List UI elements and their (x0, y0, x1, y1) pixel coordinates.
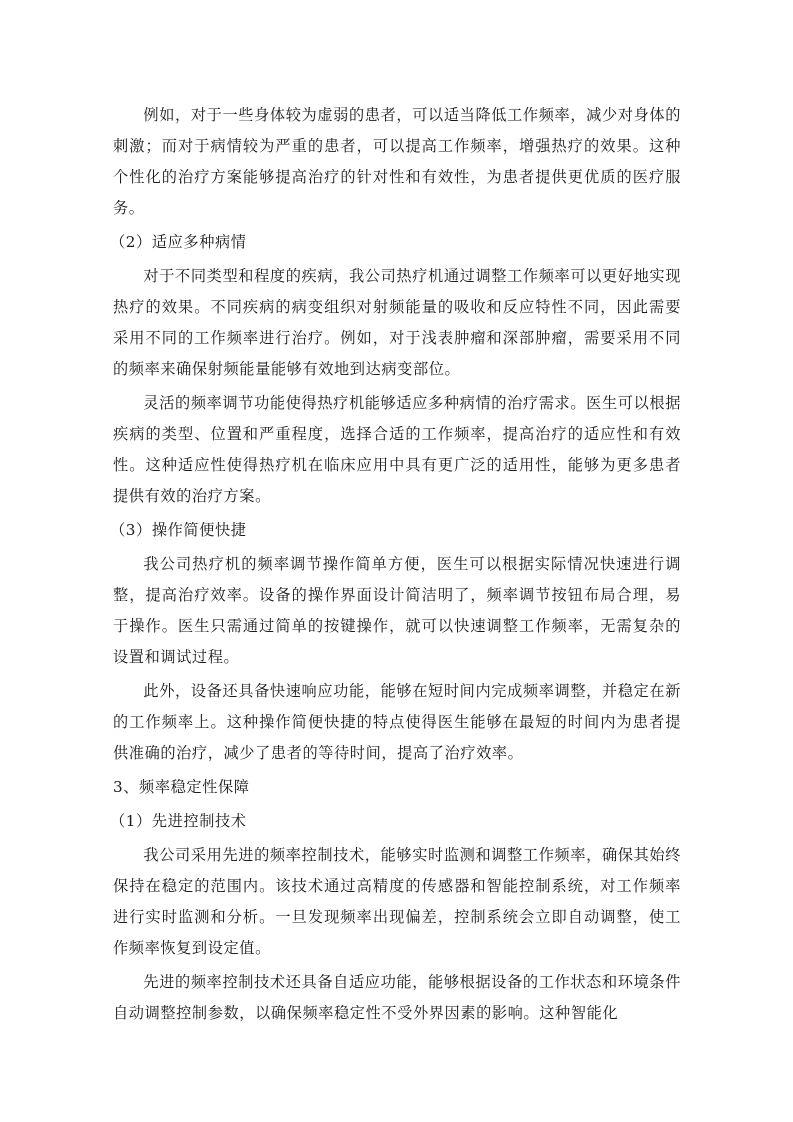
subheading-advanced-control: （1）先进控制技术 (110, 812, 247, 830)
heading-frequency-stability: 3、频率稳定性保障 (113, 778, 250, 796)
paragraph-disease-frequency: 对于不同类型和程度的疾病，我公司热疗机通过调整工作频率可以更好地实现热疗的效果。不同疾病的病变组织对射频能量的吸收和反应特性不同，因此需要采用不同的工作频率进行治疗。例如，对于浅表肿瘤和深部肿瘤，需要采用不同的频率来确保射频能量能够有效地到达病变部位。 (113, 267, 681, 378)
paragraph-personalized-treatment: 例如，对于一些身体较为虚弱的患者，可以适当降低工作频率，减少对身体的刺激；而对于病情较为严重的患者，可以提高工作频率，增强热疗的效果。这种个性化的治疗方案能够提高治疗的针对性和有效性，为患者提供更优质的医疗服务。 (113, 106, 681, 217)
paragraph-fast-response: 此外，设备还具备快速响应功能，能够在短时间内完成频率调整，并稳定在新的工作频率上。这种操作简便快捷的特点使得医生能够在最短的时间内为患者提供准确的治疗，减少了患者的等待时间，提高了治疗效率。 (113, 682, 681, 762)
subheading-easy-operation: （3）操作简便快捷 (110, 521, 247, 539)
paragraph-flexible-adjustment: 灵活的频率调节功能使得热疗机能够适应多种病情的治疗需求。医生可以根据疾病的类型、位置和严重程度，选择合适的工作频率，提高治疗的适应性和有效性。这种适应性使得热疗机在临床应用中具有更广泛的适用性，能够为更多患者提供有效的治疗方案。 (113, 394, 681, 505)
paragraph-control-technology: 我公司采用先进的频率控制技术，能够实时监测和调整工作频率，确保其始终保持在稳定的范围内。该技术通过高精度的传感器和智能控制系统，对工作频率进行实时监测和分析。一旦发现频率出现偏差，控制系统会立即自动调整，使工作频率恢复到设定值。 (113, 846, 681, 957)
subheading-adapt-conditions: （2）适应多种病情 (110, 233, 247, 251)
paragraph-adaptive-function: 先进的频率控制技术还具备自适应功能，能够根据设备的工作状态和环境条件自动调整控制参数，以确保频率稳定性不受外界因素的影响。这种智能化 (113, 973, 681, 1022)
document-body (110, 100, 681, 1029)
paragraph-simple-operation: 我公司热疗机的频率调节操作简单方便，医生可以根据实际情况快速进行调整，提高治疗效率。设备的操作界面设计简洁明了，频率调节按钮布局合理，易于操作。医生只需通过简单的按键操作，就可以快速调整工作频率，无需复杂的设置和调试过程。 (113, 555, 681, 666)
